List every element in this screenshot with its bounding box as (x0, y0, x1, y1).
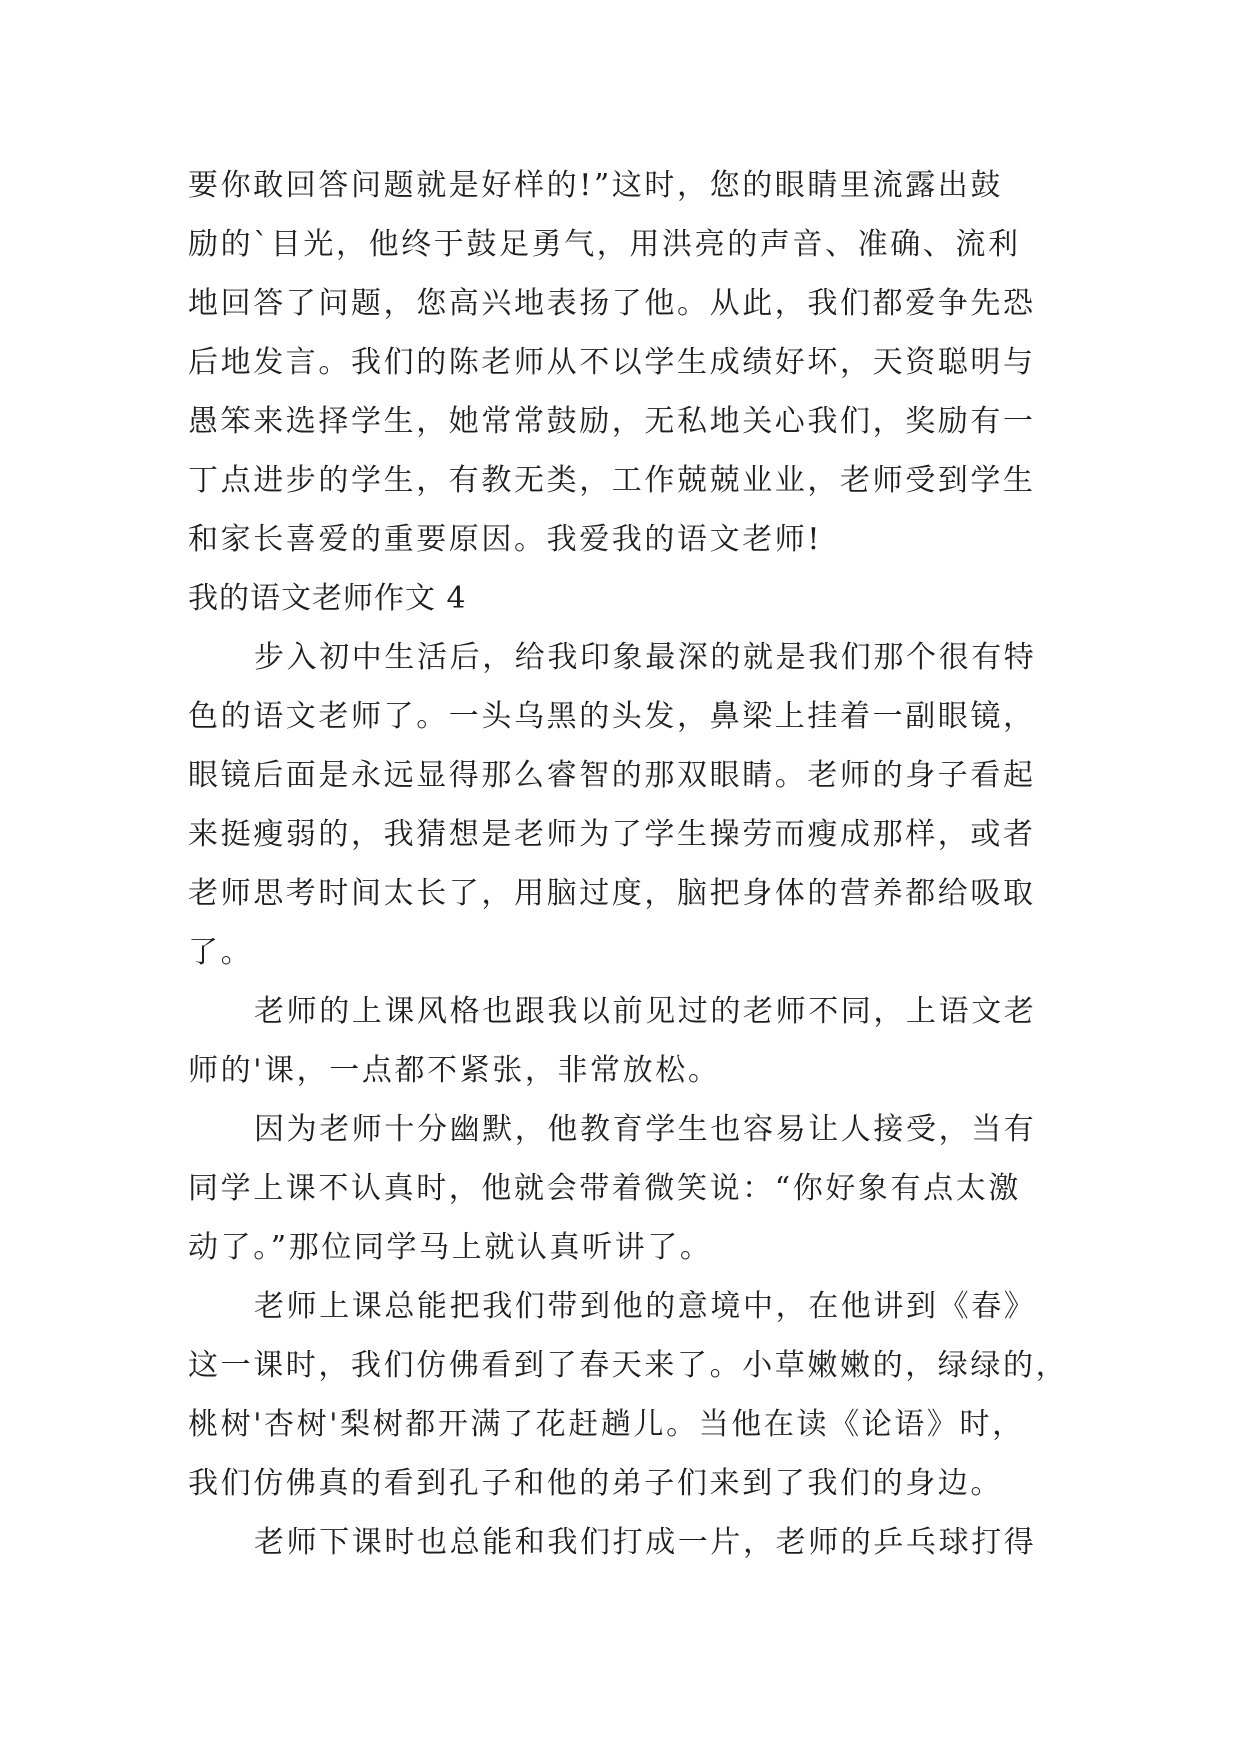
text-line: 因为老师十分幽默，他教育学生也容易让人接受，当有 (254, 1112, 1037, 1147)
text-line: 眼镜后面是永远显得那么睿智的那双眼睛。老师的身子看起 (188, 758, 1036, 793)
text-line: 这一课时，我们仿佛看到了春天来了。小草嫩嫩的，绿绿的， (188, 1348, 1069, 1383)
text-line: 后地发言。我们的陈老师从不以学生成绩好坏，天资聪明与 (188, 345, 1036, 380)
text-line: 老师的上课风格也跟我以前见过的老师不同，上语文老 (254, 994, 1037, 1029)
text-line: 老师上课总能把我们带到他的意境中，在他讲到《春》 (254, 1289, 1037, 1324)
text-line: 我们仿佛真的看到孔子和他的弟子们来到了我们的身边。 (188, 1466, 1003, 1501)
paragraph (188, 982, 1068, 1100)
paragraph (188, 1277, 1068, 1513)
text-line: 老师思考时间太长了，用脑过度，脑把身体的营养都给吸取 (188, 876, 1036, 911)
text-line: 色的语文老师了。一头乌黑的头发，鼻梁上挂着一副眼镜， (188, 699, 1036, 734)
text-line: 桃树'杏树'梨树都开满了花赶趟儿。当他在读《论语》时， (188, 1407, 1025, 1442)
paragraph (188, 1100, 1068, 1277)
text-line: 老师下课时也总能和我们打成一片，老师的乒乓球打得 (254, 1525, 1037, 1560)
text-line: 了。 (188, 935, 254, 970)
text-line: 励的`目光，他终于鼓足勇气，用洪亮的声音、准确、流利 (188, 227, 1021, 262)
text-line: 师的'课，一点都不紧张，非常放松。 (188, 1053, 721, 1088)
paragraph (188, 628, 1068, 982)
text-line: 愚笨来选择学生，她常常鼓励，无私地关心我们，奖励有一 (188, 404, 1036, 439)
essay-title: 我的语文老师作文 4 (188, 581, 467, 616)
paragraph (188, 1513, 1068, 1572)
paragraph-continuation (188, 156, 1068, 569)
document-body (188, 156, 1068, 1572)
text-line: 和家长喜爱的重要原因。我爱我的语文老师! (188, 522, 823, 557)
text-line: 要你敢回答问题就是好样的!”这时，您的眼睛里流露出鼓 (188, 168, 1003, 203)
text-line: 丁点进步的学生，有教无类，工作兢兢业业，老师受到学生 (188, 463, 1036, 498)
text-line: 步入初中生活后，给我印象最深的就是我们那个很有特 (254, 640, 1037, 675)
text-line: 地回答了问题，您高兴地表扬了他。从此，我们都爱争先恐 (188, 286, 1036, 321)
essay-heading (188, 569, 1068, 628)
text-line: 动了。”那位同学马上就认真听讲了。 (188, 1230, 713, 1265)
text-line: 同学上课不认真时，他就会带着微笑说：“你好象有点太激 (188, 1171, 1021, 1206)
text-line: 来挺瘦弱的，我猜想是老师为了学生操劳而瘦成那样，或者 (188, 817, 1036, 852)
